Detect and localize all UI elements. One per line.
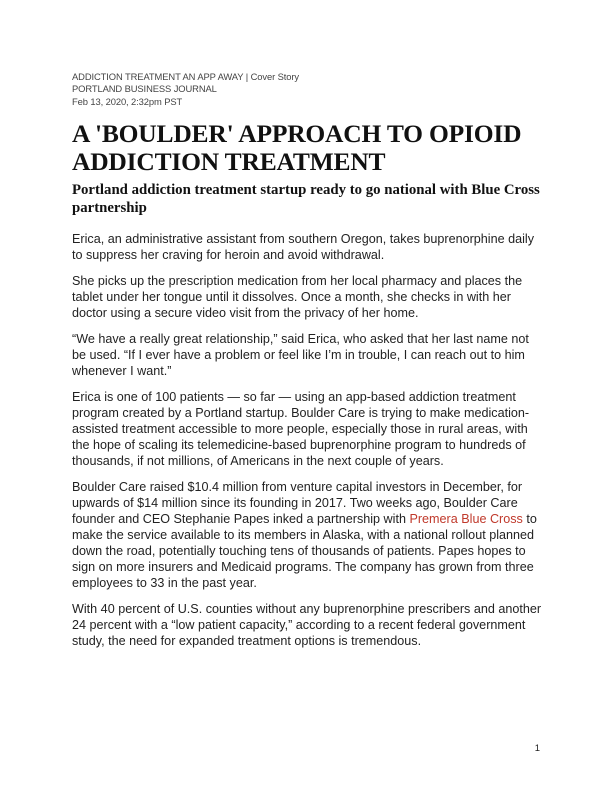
article-body xyxy=(72,231,542,649)
paragraph-4: Erica is one of 100 patients — so far — using an app-based addiction treatment program created by a Portland startup. Boulder Care is trying to make medication-assisted treatment accessible to more people, especially those in rural areas, with the hope of scaling its telemedicine-based buprenorphine program to hundreds of thousands, if not millions, of Americans in the next couple of years. xyxy=(72,390,530,469)
paragraph-2: She picks up the prescription medication from her local pharmacy and places the tablet under her tongue until it dissolves. Once a month, she checks in with her doctor using a secure video visit from the privacy of her home. xyxy=(72,274,523,321)
article-page xyxy=(72,71,542,659)
paragraph-5 xyxy=(72,479,542,591)
dateline: Feb 13, 2020, 2:32pm PST xyxy=(72,95,183,107)
category-line: ADDICTION TREATMENT AN APP AWAY | Cover Story xyxy=(72,71,299,82)
paragraph-6: With 40 percent of U.S. counties without any buprenorphine prescribers and another 24 percent with a “low patient capacity,” according to a recent federal government study, the need for expanded treatment options is tremendous. xyxy=(72,602,542,649)
article-title: A 'BOULDER' APPROACH TO OPIOID ADDICTION TREATMENT xyxy=(72,119,522,177)
paragraph-5-text-before: Boulder Care raised $10.4 million from venture capital investors in December, for upwards of $14 million since its founding in 2017. Two weeks ago, Boulder Care founder and CEO Stephanie Papes inked a partnership with xyxy=(72,480,523,527)
article-subtitle: Portland addiction treatment startup ready to go national with Blue Cross partnership xyxy=(72,182,540,217)
premera-blue-cross-link[interactable]: Premera Blue Cross xyxy=(409,512,523,527)
paragraph-3: “We have a really great relationship,” said Erica, who asked that her last name not be used. “If I ever have a problem or feel like I’m in trouble, I can reach out to him whenever I want.” xyxy=(72,332,529,379)
page-number: 1 xyxy=(534,743,540,754)
paragraph-5-text-after: to make the service available to its members in Alaska, with a national rollout planned down the road, potentially touching tens of thousands of patients. Papes hopes to sign on more insurers and Medicaid programs. The company has grown from three employees to 33 in the past year. xyxy=(72,512,537,591)
publication-name: PORTLAND BUSINESS JOURNAL xyxy=(72,83,217,95)
paragraph-1: Erica, an administrative assistant from southern Oregon, takes buprenorphine daily to suppress her craving for heroin and avoid withdrawal. xyxy=(72,232,535,263)
article-meta xyxy=(72,71,542,108)
